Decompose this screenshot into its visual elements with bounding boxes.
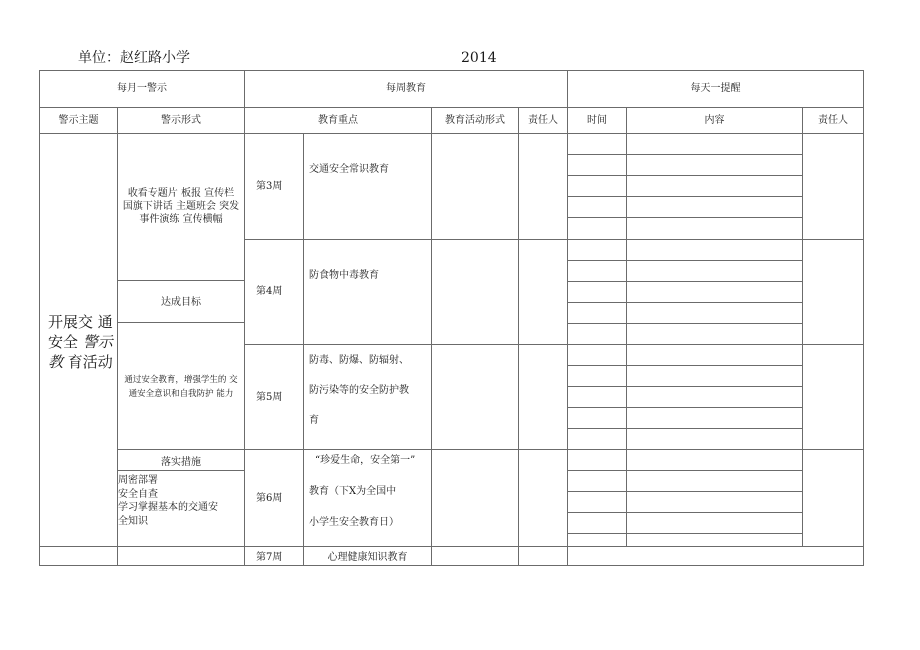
header-daily-responsible: 责任人 — [818, 115, 848, 126]
header-monthly: 每月一警示 — [117, 83, 167, 94]
goal-label: 达成目标 — [161, 297, 201, 308]
header-weekly: 每周教育 — [386, 83, 426, 94]
header-edu-form: 教育活动形式 — [445, 115, 505, 126]
week-label: 第4周 — [256, 286, 283, 297]
warn-theme-text: 开展交 通 安全 警示 教 育活动 — [48, 313, 113, 371]
header-content: 内容 — [704, 115, 725, 126]
week-focus: “珍爱生命，安全第一” 教育（下X为全国中 小学生安全教育日） — [309, 455, 416, 528]
measures-label: 落实措施 — [161, 457, 201, 468]
header-time: 时间 — [587, 115, 607, 126]
week-label: 第6周 — [256, 493, 283, 504]
header-edu-focus: 教育重点 — [318, 115, 358, 126]
week-focus: 防食物中毒教育 — [309, 270, 379, 281]
header-daily: 每天一提醒 — [690, 83, 741, 94]
week-label: 第3周 — [256, 181, 283, 192]
unit-label: 单位：赵红路小学 — [78, 50, 190, 66]
week-label: 第5周 — [256, 392, 283, 403]
year-label: 2014 — [461, 50, 497, 66]
goal-text: 通过安全教育，增强学生的 交 通安全意识和自我防护 能力 — [124, 375, 238, 399]
header-warn-form: 警示形式 — [161, 115, 201, 126]
week-focus: 心理健康知识教育 — [327, 552, 408, 563]
measures-text: 周密部署 安全自查 学习掌握基本的交通安 全知识 — [118, 475, 218, 527]
week-label: 第7周 — [256, 552, 283, 563]
week-focus: 交通安全常识教育 — [309, 164, 389, 175]
header-responsible: 责任人 — [528, 115, 558, 126]
warn-forms-text: 收看专题片 板报 宣传栏 国旗下讲话 主题班会 突发 事件演练 宣传横幅 — [122, 188, 240, 225]
header-warn-theme: 警示主题 — [58, 115, 99, 126]
week-focus: 防毒、防爆、防辐射、 防污染等的安全防护教 育 — [309, 355, 409, 426]
